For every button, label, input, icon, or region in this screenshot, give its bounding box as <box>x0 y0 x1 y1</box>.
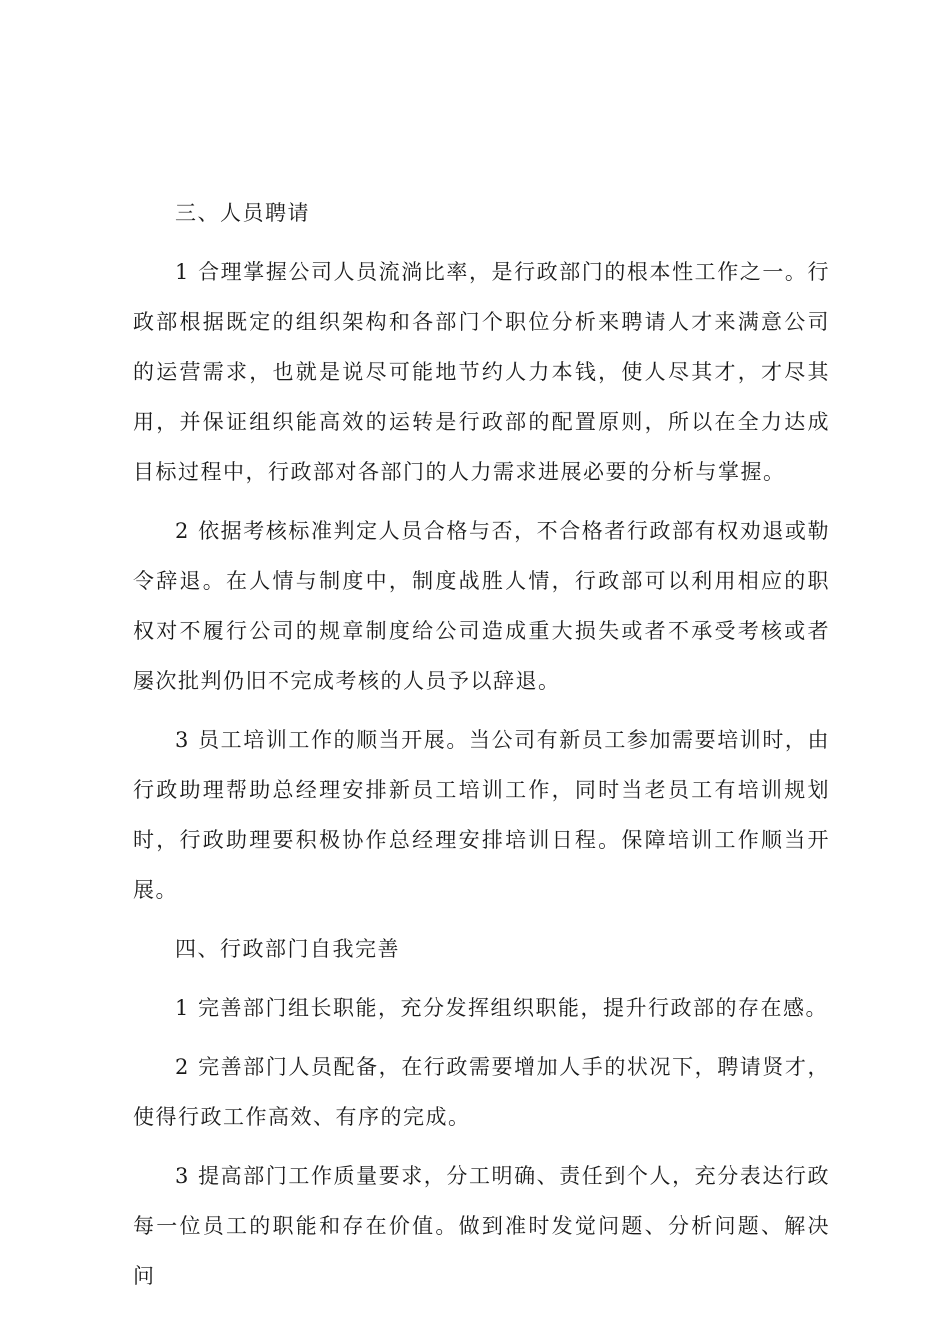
paragraph-assessment-dismissal: 2 依据考核标准判定人员合格与否，不合格者行政部有权劝退或勒令辞退。在人情与制度中，制度战胜人情，行政部可以利用相应的职权对不履行公司的规章制度给公司造成重大损失或者不承受考核或者屡次批判仍旧不完成考核的人员予以辞退。 <box>133 519 830 693</box>
paragraph-team-leader-function: 1 完善部门组长职能，充分发挥组织职能，提升行政部的存在感。 <box>175 996 829 1020</box>
paragraph-staffing: 2 完善部门人员配备，在行政需要增加人手的状况下，聘请贤才，使得行政工作高效、有序的完成。 <box>133 1055 830 1129</box>
paragraph-staff-turnover: 1 合理掌握公司人员流淌比率，是行政部门的根本性工作之一。行政部根据既定的组织架构和各部门个职位分析来聘请人才来满意公司的运营需求，也就是说尽可能地节约人力本钱，使人尽其才，才尽其用，并保证组织能高效的运转是行政部的配置原则，所以在全力达成目标过程中，行政部对各部门的人力需求进展必要的分析与掌握。 <box>133 260 830 484</box>
document-body <box>133 188 830 1310</box>
section-heading-self-improvement: 四、行政部门自我完善 <box>175 937 400 961</box>
section-heading-personnel-recruitment: 三、人员聘请 <box>175 201 310 225</box>
paragraph-employee-training: 3 员工培训工作的顺当开展。当公司有新员工参加需要培训时，由行政助理帮助总经理安排新员工培训工作，同时当老员工有培训规划时，行政助理要积极协作总经理安排培训日程。保障培训工作顺当开展。 <box>133 728 830 902</box>
paragraph-work-quality: 3 提高部门工作质量要求，分工明确、责任到个人，充分表达行政每一位员工的职能和存在价值。做到准时发觉问题、分析问题、解决问 <box>133 1164 830 1288</box>
